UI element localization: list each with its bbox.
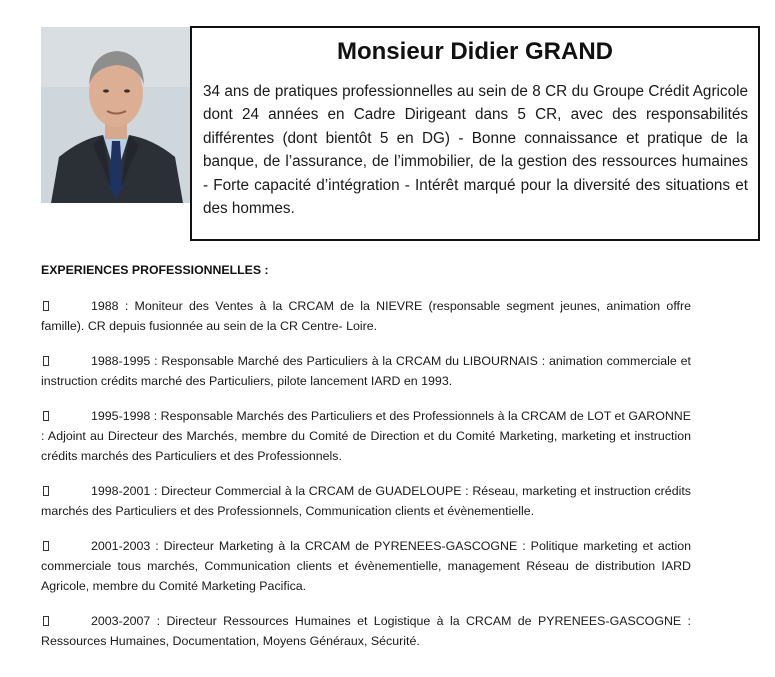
profile-summary-box <box>190 26 760 241</box>
experience-text: 2003-2007 : Directeur Ressources Humaines et Logistique à la CRCAM de PYRENEES-GASCOGNE : Ressources Humaines, Documentation, Moyens Généraux, Sécurité. <box>41 614 691 648</box>
experience-text: 2001-2003 : Directeur Marketing à la CRCAM de PYRENEES-GASCOGNE : Politique marketing et action commerciale tous marchés, Communication clients et évènementielle, management Réseau de distribution IARD Agricole, membre du Comité Marketing Pacifica. <box>41 539 691 593</box>
experience-text: 1988-1995 : Responsable Marché des Particuliers à la CRCAM du LIBOURNAIS : animation commerciale et instruction crédits marché des Particuliers, pilote lancement IARD en 1993. <box>41 354 691 388</box>
experience-item <box>41 481 691 521</box>
bullet-box-icon <box>43 541 49 551</box>
experience-text: 1995-1998 : Responsable Marchés des Particuliers et des Professionnels à la CRCAM de LOT et GARONNE : Adjoint au Directeur des Marchés, membre du Comité de Direction et du Comité Marketing, marketing et instruction crédits marchés des Particuliers et des Professionnels. <box>41 409 691 463</box>
profile-summary: 34 ans de pratiques professionnelles au sein de 8 CR du Groupe Crédit Agricole dont 24 années en Cadre Dirigeant dans 5 CR, avec des responsabilités différentes (dont bientôt 5 en DG) - Bonne connaissance et pratique de la banque, de l’assurance, de l’immobilier, de la gestion des ressources humaines - Forte capacité d’intégration - Intérêt marqué pour la diversité des situations et des hommes. <box>203 83 748 218</box>
experience-item <box>41 406 691 466</box>
experience-item <box>41 611 691 651</box>
portrait-photo <box>41 27 191 203</box>
bullet-box-icon <box>43 356 49 366</box>
bullet-box-icon <box>43 616 49 626</box>
experience-text: 1998-2001 : Directeur Commercial à la CRCAM de GUADELOUPE : Réseau, marketing et instruction crédits marchés des Particuliers et des Professionnels, Communication clients et évènementielle. <box>41 484 691 518</box>
profile-name: Monsieur Didier GRAND <box>336 38 614 65</box>
experience-text: 1988 : Moniteur des Ventes à la CRCAM de la NIEVRE (responsable segment jeunes, animation offre famille). CR depuis fusionnée au sein de la CR Centre- Loire. <box>41 299 691 333</box>
bullet-box-icon <box>43 301 49 311</box>
bullet-box-icon <box>43 486 49 496</box>
bullet-box-icon <box>43 411 49 421</box>
experience-list <box>41 296 691 666</box>
experiences-heading: EXPERIENCES PROFESSIONNELLES : <box>41 263 269 277</box>
experience-item <box>41 296 691 336</box>
experience-item <box>41 351 691 391</box>
experience-item <box>41 536 691 596</box>
